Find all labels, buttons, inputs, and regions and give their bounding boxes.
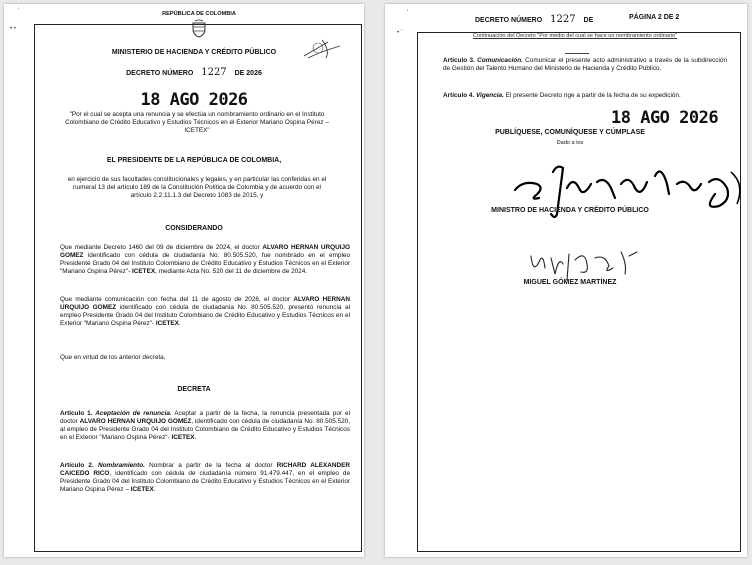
continuation-note: Continuación del Decreto "Por medio del cual se hace un nombramiento ordinario": [472, 33, 678, 39]
decree-year: DE 2026: [234, 70, 262, 77]
article-2: [60, 462, 350, 494]
considering-paragraph-2: [60, 296, 350, 328]
para-text: .: [194, 434, 197, 441]
given-line: Dado a los: [556, 140, 584, 146]
scan-mark: • •: [10, 26, 16, 32]
decree-number-line: [94, 67, 294, 78]
para-text: Que mediante Decreto 1460 del 09 de diciembre de 2024, el doctor: [60, 244, 263, 251]
article-title: Aceptación de renuncia.: [92, 410, 172, 417]
para-text: identificado con cédula de ciudadanía No. 80.505.520, presentó renuncia al empleo Presidente Grado 04 del Instituto Colombiano de Crédito Educativo y Estudios Técnicos en el Exterior "Mariano Ospina Pérez"-: [60, 304, 351, 327]
article-title: Comunicación.: [474, 57, 523, 64]
date-stamp: 18 AGO 2026: [611, 108, 719, 128]
para-text: , identificado con cédula de ciudadanía número 91.479.447, en el empleo de Presidente Grado 04 del Instituto Colombiano de Crédito Educativo y Estudios Técnicos en el Exterior Mariano Ospina Pérez –: [60, 470, 350, 493]
page-indicator: PÁGINA 2 DE 2: [629, 14, 680, 21]
scan-mark: • ´: [397, 30, 403, 36]
ministry-title: MINISTERIO DE HACIENDA Y CRÉDITO PÚBLICO: [111, 49, 277, 56]
faculties-text: en ejercicio de sus facultades constitucionales y legales, y en particular las conferidas en el numeral 13 del artículo 189 de la Constitución Política de Colombia y de acuerdo con el artículo 2.2.11.1.3 del Decreto 1083 de 2015, y: [67, 176, 327, 199]
para-text: .: [178, 320, 181, 327]
scan-mark: ': [18, 8, 20, 14]
considering-heading: CONSIDERANDO: [165, 225, 223, 232]
decree-subject: "Por el cual se acepta una renuncia y se efectúa un nombramiento ordinario en el Instituto Colombiano de Crédito Educativo y Estudios Técnicos en el Exterior Mariano Ospina Pérez – ICETEX": [65, 111, 329, 134]
publish-line: PUBLÍQUESE, COMUNÍQUESE Y CÚMPLASE: [495, 129, 645, 136]
decree-number-line: [475, 14, 605, 25]
para-text: Comunicar el presente acto administrativo a través de la subdirección de Gestión del Talento Humano del Ministerio de Hacienda y Crédito Público.: [443, 57, 728, 72]
institution-name: ICETEX: [130, 486, 154, 493]
person-name: RICHARD ALEXANDER CAICEDO RICO: [60, 462, 350, 477]
handwritten-signature-icon: [525, 244, 645, 284]
decree-of: DE: [583, 17, 594, 24]
para-text: Nombrar a partir de la fecha al doctor: [144, 462, 277, 469]
para-text: El presente Decreto rige a partir de la fecha de su expedición.: [503, 92, 681, 99]
article-label: Artículo 1.: [60, 410, 93, 417]
considering-paragraph-3: Que en virtud de los anterior decreta,: [60, 354, 166, 361]
minister-title: MINISTRO DE HACIENDA Y CRÉDITO PÚBLICO: [491, 207, 649, 214]
decrees-heading: DECRETA: [177, 386, 211, 393]
article-label: Artículo 4.: [443, 92, 475, 99]
decree-number: 1227: [201, 67, 227, 78]
article-4: [443, 92, 727, 100]
institution-name: ICETEX: [155, 320, 179, 327]
para-text: Aceptar a partir de la fecha, la renuncia presentada por el doctor: [60, 410, 351, 425]
article-title: Vigencia.: [474, 92, 504, 99]
scan-mark: ': [407, 10, 409, 16]
institution-name: ICETEX: [171, 434, 195, 441]
decree-page-1: [4, 4, 364, 557]
para-text: , mediante Acta No. 520 del 11 de diciembre de 2024.: [155, 268, 308, 275]
para-text: identificado con cédula de ciudadanía No. 80.505.520, fue nombrado en el empleo Presidente Grado 04 del Instituto Colombiano de Crédito Educativo y Estudios Técnicos en el Exterior "Mariano Ospina Pérez"-: [60, 252, 350, 275]
republic-heading: REPÚBLICA DE COLOMBIA: [162, 11, 236, 17]
para-text: , identificado con cédula de ciudadanía No. 80.505.520, al empleo de Presidente Grado 04 del Instituto Colombiano de Crédito Educativo y Estudios Técnicos en el Exterior "Mariano Ospina Pérez"-: [60, 418, 350, 441]
article-label: Artículo 2.: [60, 462, 94, 469]
person-name: ALVARO HERNAN URQUIJO GOMEZ: [60, 244, 350, 259]
decree-number: 1227: [550, 14, 576, 25]
minister-name: MIGUEL GÓMEZ MARTÍNEZ: [523, 279, 617, 286]
article-3: [443, 57, 727, 73]
person-name: ALVARO HERNAN URQUIJO GOMEZ: [79, 418, 192, 425]
considering-paragraph-1: [60, 244, 350, 276]
date-stamp: 18 AGO 2026: [140, 90, 248, 110]
person-name: ALVARO HERNAN URQUIJO GOMEZ: [60, 296, 350, 311]
article-title: Nombramiento.: [93, 462, 145, 469]
para-text: .: [153, 486, 156, 493]
institution-name: ICETEX: [132, 268, 156, 275]
article-label: Artículo 3.: [443, 57, 475, 64]
divider: [565, 53, 589, 54]
decree-label: DECRETO NÚMERO: [475, 17, 543, 24]
article-1: [60, 410, 350, 442]
decree-label: DECRETO NÚMERO: [126, 70, 194, 77]
para-text: Que mediante comunicación con fecha del 11 de agosto de 2026, el doctor: [60, 296, 294, 303]
decree-page-2: [385, 4, 747, 557]
coat-of-arms-icon: [190, 20, 208, 38]
president-heading: EL PRESIDENTE DE LA REPÚBLICA DE COLOMBIA,: [106, 157, 282, 164]
